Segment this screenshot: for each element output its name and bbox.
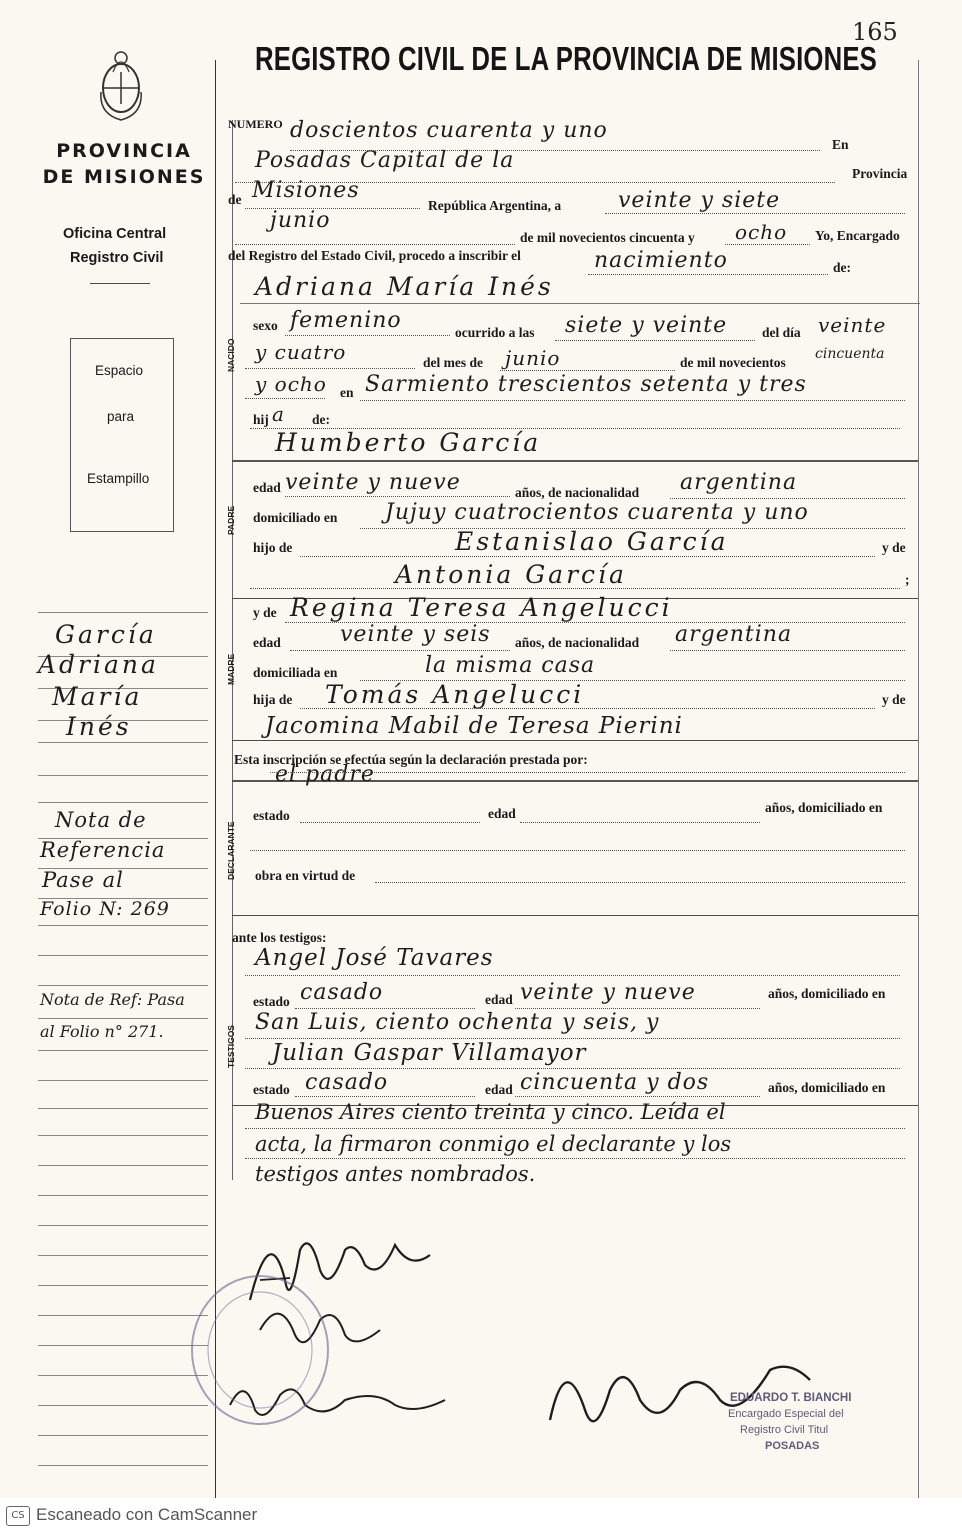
hija-de-label: hija de — [253, 692, 293, 707]
yo-encargado-label: Yo, Encargado — [815, 228, 900, 243]
en-nac-label: en — [340, 385, 354, 400]
acto-value: nacimiento — [594, 248, 728, 273]
cierre-line-2: acta, la firmaron conmigo el declarante y los — [255, 1132, 732, 1156]
anio-nac-value: cincuenta — [815, 346, 885, 362]
section-rule — [232, 120, 233, 1180]
margin-note-2a: Nota de Ref: Pasa — [40, 990, 185, 1009]
anos-dom-decl-label: años, domiciliado en — [765, 800, 883, 815]
margin-name-2: María — [52, 682, 143, 711]
stamp-line-3: Registro Civil Titul — [740, 1424, 829, 1436]
numero-value: doscientos cuarenta y uno — [290, 118, 608, 143]
scanner-text: Escaneado con CamScanner — [36, 1505, 258, 1524]
stamp-box — [70, 338, 174, 532]
domiciliado-label: domiciliado en — [253, 510, 338, 525]
del-dia-label: del día — [762, 325, 801, 340]
y-de-madre-label: y de — [253, 605, 277, 620]
stamp-line-1: EDUARDO T. BIANCHI — [730, 1392, 852, 1404]
camscanner-icon: CS — [6, 1506, 30, 1526]
page-number: 165 — [852, 18, 898, 46]
round-seal-icon — [185, 1270, 335, 1430]
republica-label: República Argentina, a — [428, 198, 562, 213]
de-mil-nov-label: de mil novecientos — [680, 355, 786, 370]
numero-label: NUMERO — [228, 117, 283, 131]
edad-madre-value: veinte y seis — [340, 622, 491, 647]
edad-t2-label: edad — [485, 1082, 513, 1097]
right-rule — [918, 60, 919, 1500]
edad-t2-value: cincuenta y dos — [520, 1070, 710, 1095]
edad-madre-label: edad — [253, 635, 281, 650]
dia-value: veinte y siete — [618, 188, 781, 213]
domicilio-nac-value: Sarmiento trescientos setenta y tres — [365, 372, 807, 397]
estado-t2-label: estado — [253, 1082, 290, 1097]
en-label: En — [832, 137, 849, 152]
margin-note-1d: Folio N: 269 — [40, 898, 170, 920]
y-de-madre-2-label: y de — [882, 692, 906, 707]
province-label: PROVINCIA DE MISIONES — [42, 140, 206, 188]
semicolon: ; — [905, 572, 910, 587]
hora-value: siete y veinte — [565, 313, 728, 338]
testigo1-value: Angel José Tavares — [255, 945, 494, 971]
testigo2-value: Julian Gaspar Villamayor — [272, 1040, 587, 1066]
estado-t2-value: casado — [305, 1070, 389, 1095]
edad-padre-value: veinte y nueve — [285, 470, 461, 495]
section-nacido: NACIDO — [226, 338, 236, 372]
scanner-footer — [0, 1498, 962, 1535]
divider — [90, 283, 150, 284]
stamp-line-4: POSADAS — [765, 1440, 820, 1452]
margin-surname: García — [55, 620, 157, 649]
estado-t1-value: casado — [300, 980, 384, 1005]
margin-name-1: Adriana — [38, 650, 159, 679]
padre-value: Humberto García — [275, 428, 542, 457]
y-de-label: y de — [882, 540, 906, 555]
nac-madre-value: argentina — [675, 622, 793, 647]
nacionalidad-madre-label: años, de nacionalidad — [515, 635, 640, 650]
document-title: REGISTRO CIVIL DE LA PROVINCIA DE MISIONES — [255, 40, 878, 77]
mes-value: junio — [270, 208, 331, 233]
anos-dom-t2-label: años, domiciliado en — [768, 1080, 886, 1095]
section-madre: MADRE — [226, 653, 236, 685]
lugar-value: Posadas Capital de la — [255, 148, 515, 173]
estado-decl-label: estado — [253, 808, 290, 823]
del-mes-label: del mes de — [423, 355, 483, 370]
abuelo-materno-value: Tomás Angelucci — [325, 680, 585, 709]
dom-padre-value: Jujuy cuatrocientos cuarenta y uno — [385, 500, 809, 525]
registro-label: del Registro del Estado Civil, procedo a inscribir el — [228, 248, 521, 263]
edad-decl-label: edad — [488, 806, 516, 821]
office-label: Oficina Central — [63, 226, 167, 242]
margin-note-1a: Nota de — [55, 808, 147, 832]
dom-madre-value: la misma casa — [425, 653, 596, 678]
hijo-de-label: hijo de — [253, 540, 293, 555]
edad-padre-label: edad — [253, 480, 281, 495]
stamp-space-label-3: Estampillo — [87, 471, 150, 486]
dom-t1-value: San Luis, ciento ochenta y seis, y — [255, 1010, 660, 1035]
office-label-2: Registro Civil — [70, 250, 164, 266]
anio-value: ocho — [735, 220, 788, 244]
nac-padre-value: argentina — [680, 470, 798, 495]
cierre-line-3: testigos antes nombrados. — [255, 1162, 536, 1186]
mes-nac-value: junio — [505, 346, 561, 370]
margin-name-3: Inés — [66, 712, 132, 741]
stamp-space-label: Espacio — [95, 363, 144, 378]
testigos-label: ante los testigos: — [232, 930, 327, 945]
declarante-value: el padre — [275, 762, 375, 787]
madre-value: Regina Teresa Angelucci — [290, 593, 673, 622]
ocurrido-label: ocurrido a las — [455, 325, 535, 340]
margin-note-2b: al Folio n° 271. — [40, 1022, 164, 1041]
nombre-value: Adriana María Inés — [255, 272, 554, 301]
stamp-space-label-2: para — [107, 409, 135, 424]
abuelo-paterno-value: Estanislao García — [455, 527, 729, 556]
abuela-paterna-value: Antonia García — [395, 560, 627, 589]
margin-note-1c: Pase al — [42, 868, 124, 892]
section-declarante: DECLARANTE — [226, 821, 236, 880]
anio-nac-value-2: y ocho — [255, 372, 327, 396]
edad-t1-label: edad — [485, 992, 513, 1007]
sexo-value: femenino — [290, 308, 402, 333]
de-label-2: de: — [312, 412, 330, 427]
edad-t1-value: veinte y nueve — [520, 980, 696, 1005]
margin-note-1b: Referencia — [40, 838, 166, 862]
mil-novecientos-label: de mil novecientos cincuenta y — [520, 230, 695, 245]
estado-t1-label: estado — [253, 994, 290, 1009]
dia-nac-value-2: y cuatro — [255, 340, 347, 364]
hijo-label: hij — [253, 412, 269, 427]
provincia-label: Provincia — [852, 166, 908, 181]
section-testigos: TESTIGOS — [226, 1025, 236, 1068]
de-label: de — [228, 192, 242, 207]
provincia-value: Misiones — [252, 178, 360, 203]
obra-virtud-label: obra en virtud de — [255, 868, 356, 883]
section-padre: PADRE — [226, 505, 236, 535]
stamp-line-2: Encargado Especial del — [728, 1408, 844, 1420]
dia-nac-value: veinte — [818, 313, 887, 337]
nacionalidad-label: años, de nacionalidad — [515, 485, 640, 500]
coat-of-arms-icon — [95, 42, 147, 124]
domiciliada-label: domiciliada en — [253, 665, 338, 680]
abuela-materna-value: Jacomina Mabil de Teresa Pierini — [265, 713, 683, 739]
inscripcion-label: Esta inscripción se efectúa según la declaración prestada por: — [234, 752, 588, 767]
de-colon-label: de: — [833, 260, 851, 275]
cierre-line-1: Buenos Aires ciento treinta y cinco. Leída el — [255, 1100, 726, 1124]
sexo-label: sexo — [253, 318, 278, 333]
hijo-suffix: a — [272, 402, 285, 426]
anos-dom-t1-label: años, domiciliado en — [768, 986, 886, 1001]
